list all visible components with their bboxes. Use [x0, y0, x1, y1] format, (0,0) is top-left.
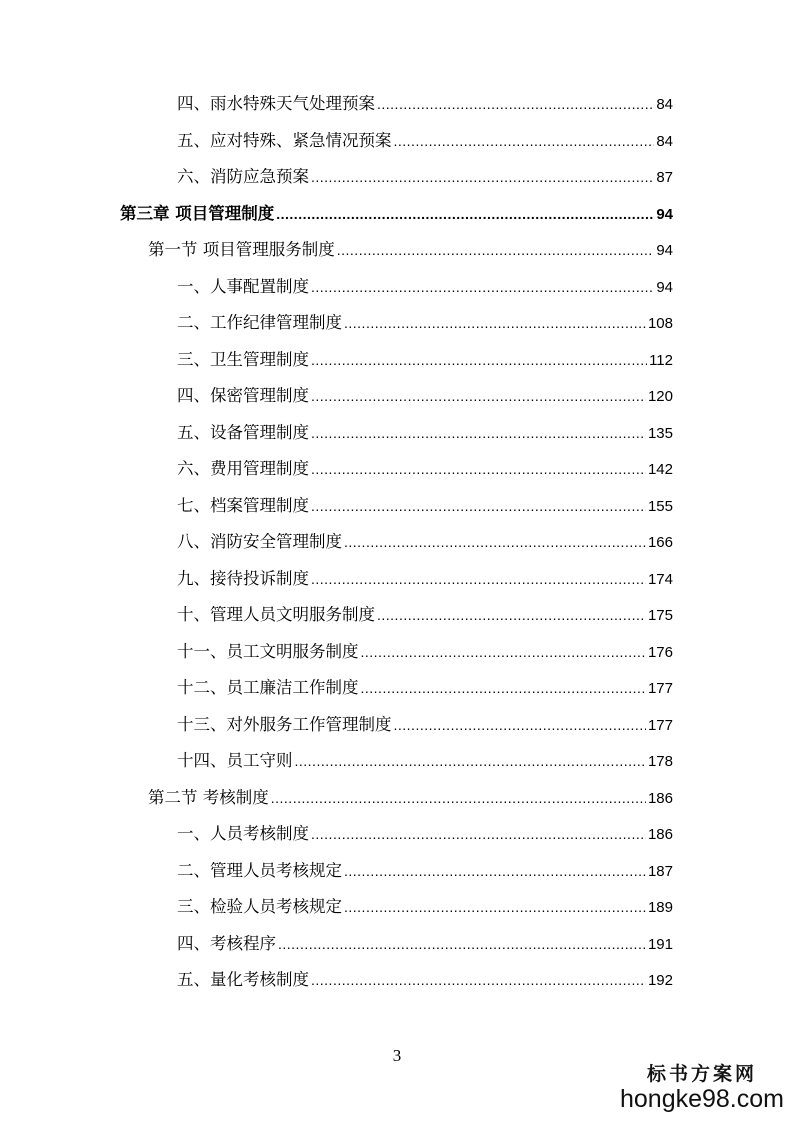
- toc-entry[interactable]: [177, 494, 673, 518]
- toc-leader-dots: [377, 603, 646, 627]
- toc-leader-dots: [361, 676, 646, 700]
- toc-entry-title: 十二、员工廉洁工作制度: [177, 678, 359, 697]
- toc-entry-title: 一、人事配置制度: [177, 276, 309, 296]
- toc-entry[interactable]: [177, 311, 673, 335]
- toc-entry-title: 四、保密管理制度: [177, 386, 309, 405]
- toc-entry-page: 155: [647, 497, 673, 515]
- toc-entry-page: 176: [647, 643, 673, 661]
- toc-entry-title: 三、卫生管理制度: [177, 349, 309, 369]
- toc-leader-dots: [394, 713, 646, 737]
- toc-leader-dots: [311, 384, 646, 408]
- toc-entry-page: 142: [647, 461, 673, 478]
- toc-leader-dots: [377, 92, 654, 116]
- toc-leader-dots: [311, 275, 654, 299]
- toc-entry-title: 第二节 考核制度: [148, 787, 269, 807]
- toc-entry-title: 十三、对外服务工作管理制度: [177, 714, 392, 734]
- toc-leader-dots: [311, 348, 647, 372]
- toc-entry-title: 五、设备管理制度: [177, 422, 309, 442]
- toc-entry-page: 108: [647, 315, 673, 332]
- toc-section-entry[interactable]: [148, 786, 673, 810]
- toc-entry[interactable]: [177, 895, 673, 919]
- watermark-logo: [620, 1059, 784, 1112]
- toc-section-entry[interactable]: [148, 238, 673, 262]
- toc-entry-title: 八、消防安全管理制度: [177, 532, 342, 551]
- toc-entry-page: 177: [647, 680, 673, 697]
- toc-leader-dots: [344, 311, 646, 335]
- toc-entry[interactable]: [177, 749, 673, 773]
- toc-entry-page: 186: [647, 826, 673, 843]
- toc-entry-title: 三、检验人员考核规定: [177, 897, 342, 916]
- toc-entry-title: 四、雨水特殊天气处理预案: [177, 94, 375, 113]
- toc-entry-title: 十、管理人员文明服务制度: [177, 605, 375, 624]
- toc-entry[interactable]: [177, 165, 673, 189]
- toc-entry-page: 120: [647, 388, 673, 405]
- toc-entry-title: 六、费用管理制度: [177, 459, 309, 478]
- toc-leader-dots: [394, 129, 655, 153]
- toc-entry[interactable]: [177, 421, 673, 445]
- toc-entry-page: 94: [656, 278, 673, 296]
- toc-entry-title: 第三章 项目管理制度: [120, 203, 275, 223]
- toc-leader-dots: [276, 202, 654, 226]
- toc-leader-dots: [311, 968, 646, 992]
- toc-entry-title: 十一、员工文明服务制度: [177, 641, 359, 661]
- toc-leader-dots: [311, 494, 646, 518]
- toc-entry-page: 112: [649, 351, 673, 369]
- toc-entry-page: 186: [647, 789, 673, 807]
- toc-entry[interactable]: [177, 129, 673, 153]
- toc-entry-page: 84: [656, 132, 673, 150]
- toc-leader-dots: [311, 457, 646, 481]
- toc-leader-dots: [295, 749, 646, 773]
- toc-entry[interactable]: [177, 457, 673, 481]
- toc-entry-page: 178: [647, 753, 673, 770]
- toc-entry-title: 五、应对特殊、紧急情况预案: [177, 130, 392, 150]
- toc-entry[interactable]: [177, 968, 673, 992]
- toc-entry-title: 七、档案管理制度: [177, 495, 309, 515]
- toc-entry-page: 175: [647, 607, 673, 624]
- toc-entry-page: 192: [647, 972, 673, 989]
- toc-entry[interactable]: [177, 713, 673, 737]
- toc-entry-page: 135: [647, 424, 673, 442]
- toc-leader-dots: [311, 421, 646, 445]
- toc-entry[interactable]: [177, 384, 673, 408]
- toc-leader-dots: [311, 567, 646, 591]
- toc-entry-page: 191: [647, 935, 673, 953]
- toc-entry-page: 94: [656, 242, 673, 259]
- toc-entry-page: 166: [647, 534, 673, 551]
- page-number: 3: [392, 1046, 402, 1065]
- toc-entry-title: 一、人员考核制度: [177, 824, 309, 843]
- watermark-line2: hongke98.com: [619, 1085, 784, 1113]
- toc-entry-page: 187: [647, 862, 673, 880]
- toc-leader-dots: [361, 640, 646, 664]
- toc-entry[interactable]: [177, 530, 673, 554]
- toc-entry[interactable]: [177, 92, 673, 116]
- toc-entry[interactable]: [177, 859, 673, 883]
- toc-leader-dots: [278, 932, 646, 956]
- toc-entry[interactable]: [177, 822, 673, 846]
- toc-entry-page: 94: [656, 205, 673, 223]
- toc-entry[interactable]: [177, 348, 673, 372]
- toc-leader-dots: [311, 165, 654, 189]
- toc-entry-page: 174: [647, 570, 673, 588]
- toc-entry-page: 189: [647, 899, 673, 916]
- toc-entry-title: 五、量化考核制度: [177, 970, 309, 989]
- toc-entry[interactable]: [177, 932, 673, 956]
- toc-entry-page: 87: [656, 169, 673, 186]
- toc-entry[interactable]: [177, 676, 673, 700]
- toc-entry-title: 二、工作纪律管理制度: [177, 313, 342, 332]
- toc-entry-title: 六、消防应急预案: [177, 167, 309, 186]
- toc-leader-dots: [344, 859, 646, 883]
- toc-entry-title: 十四、员工守则: [177, 751, 293, 770]
- toc-entry-title: 九、接待投诉制度: [177, 568, 309, 588]
- toc-leader-dots: [337, 238, 655, 262]
- toc-entry[interactable]: [177, 603, 673, 627]
- toc-entry-page: 177: [647, 716, 673, 734]
- toc-leader-dots: [311, 822, 646, 846]
- toc-leader-dots: [344, 530, 646, 554]
- toc-leader-dots: [344, 895, 646, 919]
- toc-entry[interactable]: [177, 567, 673, 591]
- toc-entry-page: 84: [656, 96, 673, 113]
- toc-entry-title: 四、考核程序: [177, 933, 276, 953]
- watermark-line1: 标书方案网: [646, 1063, 757, 1085]
- toc-chapter-entry[interactable]: [120, 202, 673, 226]
- toc-entry[interactable]: [177, 640, 673, 664]
- toc-entry-title: 第一节 项目管理服务制度: [148, 240, 335, 259]
- toc-entry[interactable]: [177, 275, 673, 299]
- toc-leader-dots: [271, 786, 646, 810]
- toc-entry-title: 二、管理人员考核规定: [177, 860, 342, 880]
